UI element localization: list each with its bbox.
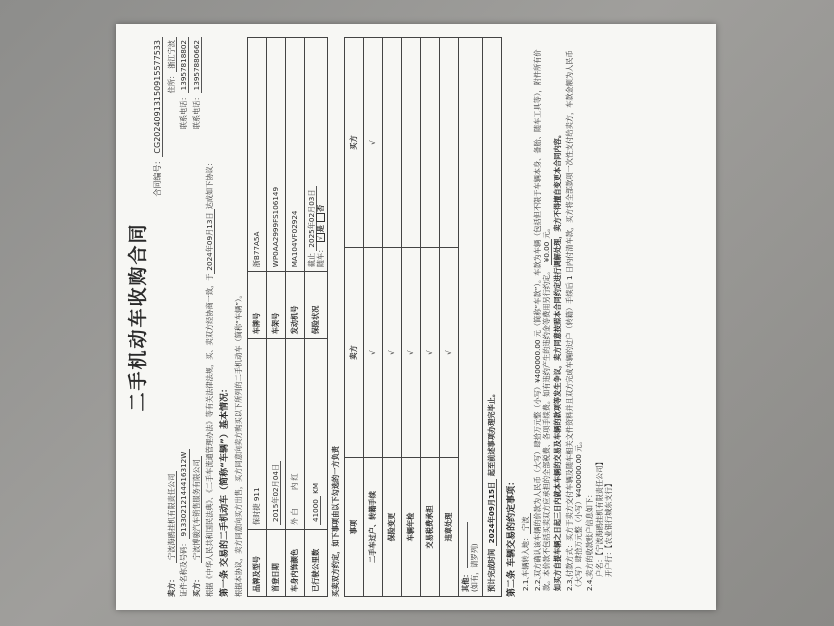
duty-buyer-check[interactable] xyxy=(382,38,401,248)
reg-date-text: 2015年02月04日 xyxy=(271,461,281,525)
clause-2-3-text: 付款方式：买方于卖方交付车辆及随车相关文件资料并且双方完成车辆的过户（转籍）手续后 1 日内付清车款，买方将全部款项一次性支付给卖方，车款金额为人民币（大写）肆拾万元整（小写）¥400000.00 元。 xyxy=(564,50,583,591)
seller-address-value: 浙江宁波 xyxy=(167,37,177,72)
duty-name: 二手车过户、转籍手续 xyxy=(363,458,382,597)
document-title: 二手机动车收购合同 xyxy=(127,222,149,412)
seller-label: 卖方： xyxy=(167,575,177,597)
brand-label: 品牌及型号 xyxy=(247,530,266,597)
clause-2-4-number: 2.4、 xyxy=(585,572,595,591)
contract-number-label: 合同编号： xyxy=(152,156,162,197)
brand-value: 保时捷 911 xyxy=(247,339,266,530)
reg-date-label: 首登日期 xyxy=(266,530,285,597)
warning-paragraph: 如买方自提车辆之日起三日内就本车辆的交易及车辆的款项等发生争议，卖方同意按照本合同约定进行调解处理，卖方不得擅自变更本合同内容。 xyxy=(553,130,563,591)
vehicle-table xyxy=(247,37,329,597)
clause-2-2-text: 双方确认该车辆的价款为人民币（大写）肆拾万元整（小写）¥400000.00 元（简称“车款”）。车款为车辆（包括但不限于车辆本身、备胎、随车工具等），附件所有价款。本价款不包括买卖双方应承担的全部税费、各项手续费。如有违约产生的违约金等费用另行约定。 xyxy=(532,49,551,591)
seller-address-label: 住所： xyxy=(167,71,177,94)
insurance-yes-label: 是 xyxy=(315,225,325,233)
engine-value: MA104VF02924 xyxy=(285,38,304,272)
buyer-phone-label: 联系电话： xyxy=(191,93,201,130)
seller-phone-label: 联系电话： xyxy=(179,93,189,130)
duty-other-sub: (如有，请罗列) xyxy=(470,543,480,592)
clause-2-2-extra-value: ¥0.00 xyxy=(542,239,552,266)
contract-number-value: CG20240913150915577533 xyxy=(153,37,163,157)
insurance-no-checkbox[interactable] xyxy=(316,213,325,222)
buyer-label: 买方： xyxy=(191,575,201,597)
duty-row xyxy=(401,38,420,597)
clause-2-1-number: 2.1、 xyxy=(521,572,531,591)
preamble-date: 2024年09月13日 xyxy=(205,209,215,273)
reg-date-value xyxy=(266,339,285,530)
contract-sheet xyxy=(126,37,706,597)
duty-buyer-check[interactable]: √ xyxy=(363,38,382,248)
seller-id-value: 91330212144416312W xyxy=(179,449,189,540)
duty-row xyxy=(439,38,458,597)
duty-buyer-check[interactable] xyxy=(401,38,420,248)
buyer-phone-value: 13957880662 xyxy=(192,37,202,93)
clause-2-4-text: 卖方的收款账户信息如下： xyxy=(585,490,595,577)
article1-title: 第一条 交易的二手机动车（简称“车辆”）基本情况： xyxy=(219,384,230,597)
duty-buyer-check[interactable] xyxy=(420,38,439,248)
insurance-accompany-label: 随车： xyxy=(315,245,325,268)
duty-row xyxy=(382,38,401,597)
seller-address xyxy=(167,37,176,93)
duty-row xyxy=(420,38,439,597)
preamble-text: 根据《中华人民共和国民法典》、《二手车流通管理办法》等有关法律法规，买、卖双方经协商一致，于 xyxy=(205,273,215,597)
duty-row xyxy=(363,38,382,597)
insurance-label: 保险状况 xyxy=(304,272,328,339)
insurance-prefix: 截止 xyxy=(306,252,316,268)
mileage-unit: KM xyxy=(311,482,321,494)
seller-row xyxy=(167,37,177,597)
duty-buyer-check[interactable] xyxy=(439,38,458,248)
duty-header-buyer: 买方 xyxy=(344,38,363,248)
clause-2-1 xyxy=(521,37,530,591)
duty-seller-check[interactable]: √ xyxy=(382,248,401,458)
duty-seller-check[interactable]: √ xyxy=(401,248,420,458)
plate-label: 车牌号 xyxy=(247,272,266,339)
insurance-no-label: 否 xyxy=(315,204,325,212)
deadline-suffix: 起至前述事项办理完毕止。 xyxy=(486,389,496,477)
color-interior: 内 红 xyxy=(289,473,299,491)
duty-name: 车辆年检 xyxy=(401,458,420,597)
duty-name: 违章处理 xyxy=(439,458,458,597)
buyer-name: 宁波博骏汽车销售服务有限公司 xyxy=(192,456,202,563)
duty-seller-check[interactable]: √ xyxy=(363,248,382,458)
duty-other-row xyxy=(458,38,482,597)
vin-label: 车架号 xyxy=(266,272,285,339)
clause-2-2 xyxy=(533,37,552,591)
mileage-label: 已行驶公里数 xyxy=(304,530,328,597)
plate-value: 浙B77A5A xyxy=(247,38,266,272)
clause-2-2-number: 2.2、 xyxy=(532,572,542,591)
article1-intro: 根据本协议，卖方同意向买方出售，买方同意向卖方购买以下所列的二手机动车（简称“车辆”）。 xyxy=(234,291,244,597)
color-value xyxy=(285,339,304,530)
seller-id-row xyxy=(179,37,189,597)
duty-header-item: 事项 xyxy=(344,458,363,597)
color-label: 车身内饰颜色 xyxy=(285,530,304,597)
duty-name: 保险变更 xyxy=(382,458,401,597)
contract-paper xyxy=(116,24,716,610)
account-name-label: 户名： xyxy=(594,555,604,577)
preamble-text-end: 达成如下协议： xyxy=(205,159,215,210)
duty-seller-check[interactable]: √ xyxy=(420,248,439,458)
duties-caption: 买卖双方约定，如下事项由以下勾选的一方负责 xyxy=(331,446,341,597)
duty-name: 交易税费承担 xyxy=(420,458,439,597)
insurance-date: 2025年02月03日 xyxy=(307,186,317,250)
mileage-value xyxy=(304,339,328,530)
deadline-date: 2024年09月15日 xyxy=(487,479,497,547)
duty-other-value[interactable] xyxy=(467,522,468,568)
clause-2-2-extra-label: 元。 xyxy=(541,224,551,239)
seller-phone xyxy=(179,37,188,129)
duties-table xyxy=(344,37,502,597)
clause-2-4: 2.4、卖方的收款账户信息如下： 户名：【宁波海鸥挂机有限责任公司】 开户行：【农业银行城东支行】 xyxy=(585,458,614,591)
bank-value: 农业银行城东支行 xyxy=(604,487,614,545)
preamble xyxy=(205,37,214,597)
account-name-value: 宁波海鸥挂机有限责任公司 xyxy=(594,465,604,552)
seller-phone-value: 13957818802 xyxy=(179,37,189,93)
seller-name: 宁波海鸥挂机有限责任公司 xyxy=(167,471,177,563)
article2-title: 第二条 车辆交易的约定事项： xyxy=(506,476,517,597)
deadline-prefix: 预计完成时间 xyxy=(486,548,496,592)
buyer-row xyxy=(192,37,202,597)
insurance-value xyxy=(304,38,328,272)
buyer-phone xyxy=(192,37,201,129)
clause-2-1-value: 宁波 xyxy=(521,513,531,533)
clause-2-3 xyxy=(565,37,584,591)
duty-other-label: 其他： xyxy=(460,570,470,592)
duty-seller-check[interactable]: √ xyxy=(439,248,458,458)
vin-value: WP0AA2999FS106149 xyxy=(266,38,285,272)
clause-2-3-number: 2.3、 xyxy=(564,572,574,591)
contract-number xyxy=(153,37,163,597)
duty-deadline-row xyxy=(482,38,501,597)
insurance-yes-checkbox[interactable]: √ xyxy=(316,233,325,242)
color-exterior: 外 白 xyxy=(289,508,299,525)
bank-label: 开户行： xyxy=(604,548,614,577)
mileage-number: 41000 xyxy=(311,496,321,525)
engine-label: 发动机号 xyxy=(285,272,304,339)
clause-2-1-label: 车辆转入地： xyxy=(521,533,531,577)
duty-header-seller: 卖方 xyxy=(344,248,363,458)
seller-id-label: 证件名称及号码： xyxy=(179,539,189,597)
